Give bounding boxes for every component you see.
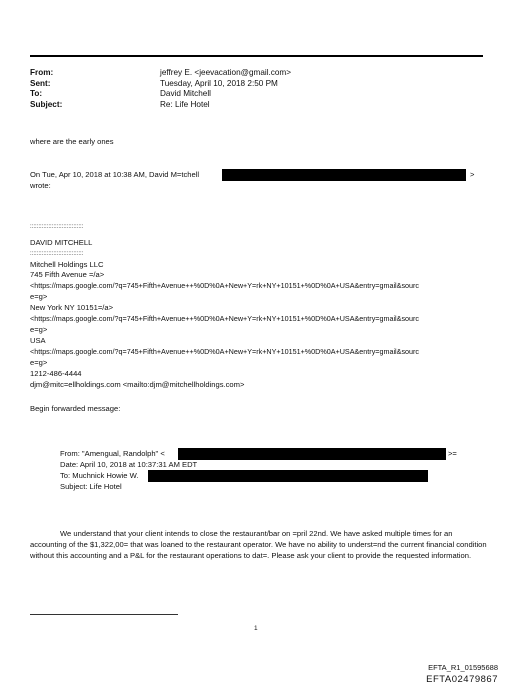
header-value-sent: Tuesday, April 10, 2018 2:50 PM [160,78,278,88]
forwarded-from-end: >= [448,449,457,458]
header-label-from: From: [30,68,54,77]
bates-number-secondary: EFTA02479867 [426,674,498,685]
header-value-from: jeffrey E. <jeevacation@gmail.com> [160,68,292,77]
forwarded-to: To: Muchnick Howie W. [60,471,139,480]
signature-map-link-cont: e=g> [30,292,48,301]
header-label-sent: Sent: [30,78,51,88]
signature-company: Mitchell Holdings LLC [30,260,104,269]
forwarded-body [30,528,490,561]
quote-wrote: wrote: [30,181,51,190]
header-value-subject: Re: Life Hotel [160,99,210,109]
header-row-sent [30,79,291,90]
redaction-bar [148,470,428,482]
header-label-subject: Subject: [30,99,63,109]
forwarded-subject: Subject: Life Hotel [60,482,122,491]
email-header [30,68,291,110]
redaction-bar [222,169,466,181]
forwarded-from: From: "Amengual, Randolph" < [60,449,165,458]
redaction-bar [178,448,446,460]
signature-map-link-cont: e=g> [30,325,48,334]
quote-intro: On Tue, Apr 10, 2018 at 10:38 AM, David M=tchell [30,170,200,179]
forward-label: Begin forwarded message: [30,404,121,413]
signature-city: New York NY 10151=/a> [30,303,114,312]
signature-map-link: <https://maps.google.com/?q=745+Fifth+Avenue++%0D%0A+New+Y=rk+NY+10151+%0D%0A+USA&entry=gmail&sourc [30,314,420,323]
reply-text: where are the early ones [30,137,114,146]
header-value-to: David Mitchell [160,89,211,99]
signature-map-link: <https://maps.google.com/?q=745+Fifth+Avenue++%0D%0A+New+Y=rk+NY+10151+%0D%0A+USA&entry=gmail&sourc [30,281,420,290]
header-row-from [30,68,291,79]
forwarded-date: Date: April 10, 2018 at 10:37:31 AM EDT [60,460,198,469]
signature-map-link: <https://maps.google.com/?q=745+Fifth+Avenue++%0D%0A+New+Y=rk+NY+10151+%0D%0A+USA&entry=gmail&sourc [30,347,420,356]
header-row-subject [30,100,291,111]
footer-rule [30,614,178,615]
bates-number-primary: EFTA_R1_01595688 [428,663,498,672]
header-row-to [30,89,291,100]
signature-phone: 1212-486-4444 [30,369,82,378]
quote-intro-end: > [470,170,475,179]
signature-map-link-cont: e=g> [30,358,48,367]
header-label-to: To: [30,89,43,99]
signature-dots-bottom: :::::::::::::::::::::::::::::::: [30,251,84,257]
signature-country: USA [30,336,46,345]
signature-email: djm@mitc=ellholdings.com <mailto:djm@mitchellholdings.com> [30,380,245,389]
page-number: 1 [254,625,258,632]
header-rule [30,55,483,57]
forwarded-body-paragraph: We understand that your client intends to close the restaurant/bar on =pril 22nd. We have asked multiple times for an accounting of the $1,322,00= that was loaned to the restaurant operator. We have no ability to underst=nd the current financial condition without this accounting and a P&L for the restaurant operations to dat=. Please ask your client to provide the requested information. [30,529,487,560]
signature-dots-top: :::::::::::::::::::::::::::::::: [30,224,84,230]
signature-address: 745 Fifth Avenue =/a> [30,270,105,279]
signature-name: DAVID MITCHELL [30,238,93,247]
